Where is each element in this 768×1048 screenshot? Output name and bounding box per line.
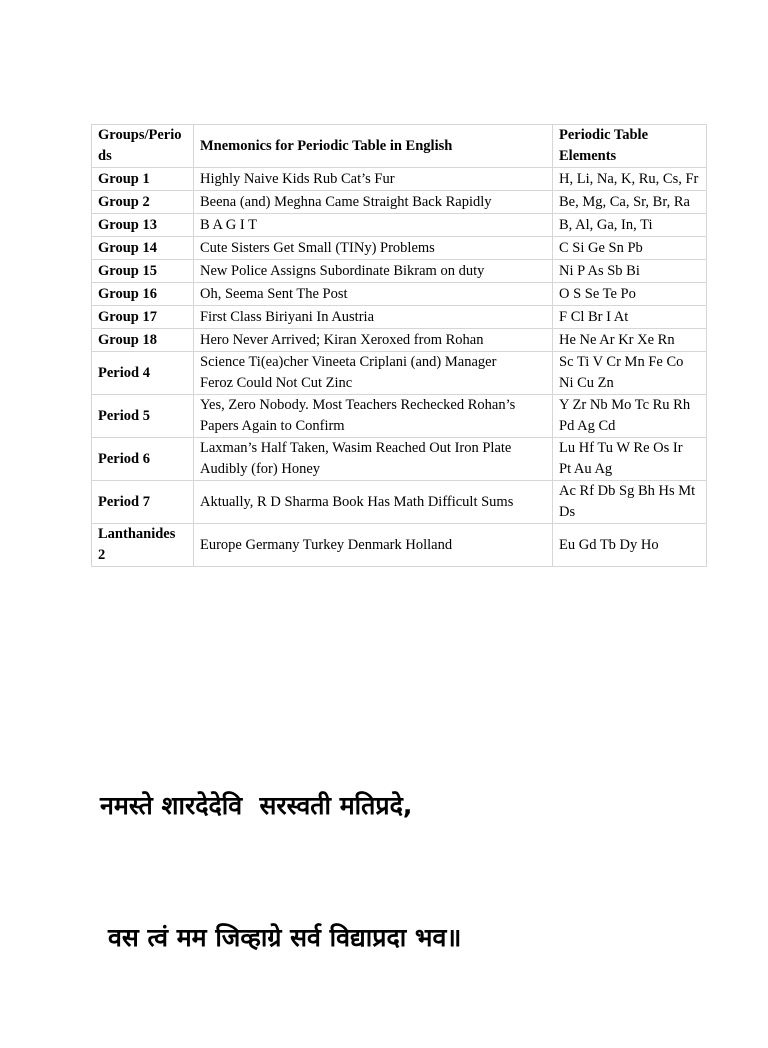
row-elements: C Si Ge Sn Pb <box>553 237 707 260</box>
periodic-mnemonics-table <box>91 124 707 567</box>
table-row <box>92 306 707 329</box>
header-groups-periods: Groups/Perio ds <box>92 125 194 168</box>
row-elements: O S Se Te Po <box>553 283 707 306</box>
header-mnemonics: Mnemonics for Periodic Table in English <box>194 125 553 168</box>
row-label: Group 13 <box>92 214 194 237</box>
header-elements: Periodic Table Elements <box>553 125 707 168</box>
row-elements: H, Li, Na, K, Ru, Cs, Fr <box>553 168 707 191</box>
row-label: Group 2 <box>92 191 194 214</box>
row-label: Period 6 <box>92 438 194 481</box>
row-label: Group 1 <box>92 168 194 191</box>
row-elements: Ni P As Sb Bi <box>553 260 707 283</box>
table-row <box>92 352 707 395</box>
row-elements: B, Al, Ga, In, Ti <box>553 214 707 237</box>
sanskrit-prayer <box>100 696 461 1048</box>
table-row <box>92 168 707 191</box>
row-mnemonic: Yes, Zero Nobody. Most Teachers Rechecked Rohan’s Papers Again to Confirm <box>194 395 553 438</box>
row-mnemonic: New Police Assigns Subordinate Bikram on duty <box>194 260 553 283</box>
row-elements: Eu Gd Tb Dy Ho <box>553 524 707 567</box>
row-label: Period 4 <box>92 352 194 395</box>
table-row <box>92 438 707 481</box>
row-elements: F Cl Br I At <box>553 306 707 329</box>
row-mnemonic: Highly Naive Kids Rub Cat’s Fur <box>194 168 553 191</box>
row-mnemonic: Europe Germany Turkey Denmark Holland <box>194 524 553 567</box>
row-label: Group 16 <box>92 283 194 306</box>
row-mnemonic: First Class Biriyani In Austria <box>194 306 553 329</box>
row-mnemonic: Science Ti(ea)cher Vineeta Criplani (and) Manager Feroz Could Not Cut Zinc <box>194 352 553 395</box>
prayer-line-1: नमस्ते शारदेदेवि सरस्वती मतिप्रदे, <box>100 791 413 820</box>
row-elements: Sc Ti V Cr Mn Fe Co Ni Cu Zn <box>553 352 707 395</box>
row-mnemonic: B A G I T <box>194 214 553 237</box>
row-elements: He Ne Ar Kr Xe Rn <box>553 329 707 352</box>
row-mnemonic: Cute Sisters Get Small (TINy) Problems <box>194 237 553 260</box>
table-row <box>92 395 707 438</box>
row-mnemonic: Laxman’s Half Taken, Wasim Reached Out Iron Plate Audibly (for) Honey <box>194 438 553 481</box>
table-row <box>92 283 707 306</box>
row-mnemonic: Beena (and) Meghna Came Straight Back Rapidly <box>194 191 553 214</box>
table-header-row <box>92 125 707 168</box>
row-label: Group 18 <box>92 329 194 352</box>
row-elements: Lu Hf Tu W Re Os Ir Pt Au Ag <box>553 438 707 481</box>
table-row <box>92 481 707 524</box>
table-row <box>92 237 707 260</box>
row-mnemonic: Hero Never Arrived; Kiran Xeroxed from Rohan <box>194 329 553 352</box>
row-elements: Be, Mg, Ca, Sr, Br, Ra <box>553 191 707 214</box>
table-row <box>92 524 707 567</box>
row-label: Group 14 <box>92 237 194 260</box>
row-elements: Y Zr Nb Mo Tc Ru Rh Pd Ag Cd <box>553 395 707 438</box>
row-label: Period 5 <box>92 395 194 438</box>
row-elements: Ac Rf Db Sg Bh Hs Mt Ds <box>553 481 707 524</box>
row-mnemonic: Oh, Seema Sent The Post <box>194 283 553 306</box>
row-label: Group 15 <box>92 260 194 283</box>
prayer-line-2: वस त्वं मम जिव्हाग्रे सर्व विद्याप्रदा भव॥ <box>108 923 462 952</box>
table-row <box>92 214 707 237</box>
row-label: Lanthanides 2 <box>92 524 194 567</box>
table-row <box>92 191 707 214</box>
table-row <box>92 260 707 283</box>
row-label: Period 7 <box>92 481 194 524</box>
table-row <box>92 329 707 352</box>
row-label: Group 17 <box>92 306 194 329</box>
row-mnemonic: Aktually, R D Sharma Book Has Math Difficult Sums <box>194 481 553 524</box>
